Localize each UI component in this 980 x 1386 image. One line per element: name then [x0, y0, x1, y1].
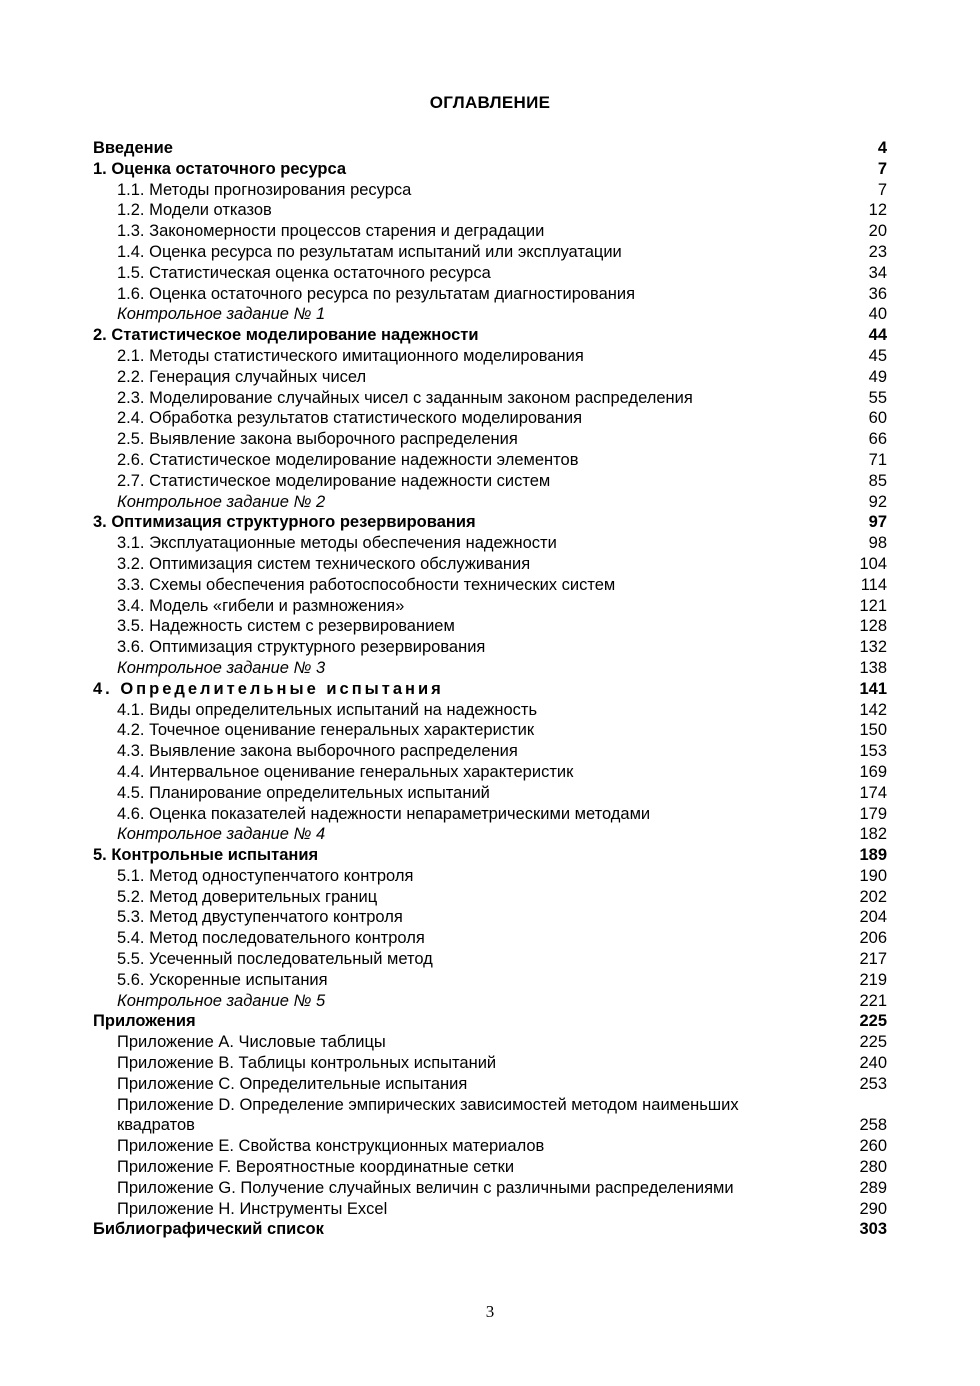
toc-entry-label: 1.3. Закономерности процессов старения и деградации: [117, 222, 545, 241]
toc-chapter-row: [93, 138, 887, 159]
toc-chapter-row: [93, 325, 887, 346]
toc-entry-label: Контрольное задание № 3: [117, 658, 326, 677]
toc-entry-label: 1.2. Модели отказов: [117, 201, 272, 220]
toc-row: [93, 242, 887, 263]
toc-row: [93, 804, 887, 825]
toc-chapter-row: [93, 512, 887, 533]
toc-entry-label: 1. Оценка остаточного ресурса: [93, 159, 347, 178]
toc-row: [93, 471, 887, 492]
toc-entry-page: 128: [859, 617, 887, 636]
toc-row: [93, 450, 887, 471]
toc-entry-page: 150: [859, 721, 887, 740]
toc-row: [93, 1074, 887, 1095]
toc-entry-page: 189: [859, 846, 887, 865]
page-number: 3: [485, 1302, 495, 1321]
toc-entry-page: 182: [859, 825, 887, 844]
toc-entry-page: 221: [859, 991, 887, 1010]
toc-entry-label: 3. Оптимизация структурного резервирования: [93, 513, 476, 532]
toc-entry-label: 4.3. Выявление закона выборочного распределения: [117, 742, 518, 761]
toc-chapter-row: [93, 845, 887, 866]
toc-entry-label: 5.1. Метод одноступенчатого контроля: [117, 866, 414, 885]
toc-entry-page: 23: [868, 242, 887, 261]
toc-row: [93, 492, 887, 513]
toc-entry-label: 5. Контрольные испытания: [93, 846, 319, 865]
toc-entry-page: 55: [868, 388, 887, 407]
toc-entry-label: 4.6. Оценка показателей надежности непараметрическими методами: [117, 804, 651, 823]
toc-entry-label: Контрольное задание № 1: [117, 305, 326, 324]
toc-entry-page: 174: [859, 783, 887, 802]
toc-row: [93, 346, 887, 367]
toc-entry-label: 5.3. Метод двуступенчатого контроля: [117, 908, 403, 927]
toc-entry-label: 3.4. Модель «гибели и размножения»: [117, 596, 405, 615]
toc-entry-label: 2.7. Статистическое моделирование надежности систем: [117, 471, 551, 490]
toc-entry-label: 4.4. Интервальное оценивание генеральных характеристик: [117, 762, 574, 781]
toc-entry-page: 290: [859, 1199, 887, 1218]
toc-entry-label: 3.6. Оптимизация структурного резервирования: [117, 638, 486, 657]
toc-entry-page: 225: [859, 1012, 887, 1031]
table-of-contents: [93, 138, 887, 1240]
toc-row: [93, 907, 887, 928]
toc-entry-page: 98: [868, 534, 887, 553]
toc-entry-page: 36: [868, 284, 887, 303]
toc-row: [93, 700, 887, 721]
toc-row: [93, 658, 887, 679]
toc-row: [93, 1178, 887, 1199]
toc-row: [93, 866, 887, 887]
toc-entry-label: Приложения: [93, 1012, 196, 1031]
toc-entry-page: 204: [859, 908, 887, 927]
toc-row: [93, 824, 887, 845]
toc-entry-label: Контрольное задание № 5: [117, 991, 326, 1010]
toc-entry-page: 20: [868, 222, 887, 241]
toc-entry-page: 114: [860, 575, 887, 594]
toc-row: [93, 970, 887, 991]
toc-row: [93, 533, 887, 554]
toc-row: [93, 1199, 887, 1220]
toc-entry-page: 219: [859, 970, 887, 989]
toc-row: [93, 575, 887, 596]
toc-row: [93, 263, 887, 284]
toc-entry-label: 2.1. Методы статистического имитационного моделирования: [117, 346, 584, 365]
toc-row: [93, 367, 887, 388]
toc-entry-label: 4.2. Точечное оценивание генеральных характеристик: [117, 721, 535, 740]
toc-entry-page: 40: [868, 305, 887, 324]
toc-entry-page: 60: [868, 409, 887, 428]
toc-row: [93, 408, 887, 429]
toc-entry-page: 253: [859, 1074, 887, 1093]
toc-entry-label: 1.6. Оценка остаточного ресурса по результатам диагностирования: [117, 284, 636, 303]
toc-entry-label: Приложение E. Свойства конструкционных материалов: [117, 1137, 545, 1156]
toc-entry-page: 206: [859, 929, 887, 948]
toc-entry-label: 2. Статистическое моделирование надежности: [93, 326, 479, 345]
toc-entry-page: 141: [859, 679, 887, 698]
toc-entry-label: Приложение C. Определительные испытания: [117, 1074, 468, 1093]
toc-entry-label: 2.3. Моделирование случайных чисел с заданным законом распределения: [117, 388, 693, 407]
toc-row: [93, 1095, 887, 1137]
toc-entry-page: 225: [859, 1033, 887, 1052]
toc-entry-label: Контрольное задание № 2: [117, 492, 326, 511]
toc-entry-label: 3.5. Надежность систем с резервированием: [117, 617, 455, 636]
toc-entry-page: 49: [868, 367, 887, 386]
toc-entry-page: 66: [868, 430, 887, 449]
toc-entry-page: 142: [859, 700, 887, 719]
toc-entry-page: 104: [859, 554, 887, 573]
toc-row: [93, 304, 887, 325]
toc-entry-page: 258: [859, 1116, 887, 1135]
toc-entry-label: 2.4. Обработка результатов статистического моделирования: [117, 409, 583, 428]
toc-entry-page: 97: [868, 513, 887, 532]
toc-entry-label: 4.5. Планирование определительных испытаний: [117, 783, 490, 802]
toc-row: [93, 284, 887, 305]
toc-entry-page: 240: [859, 1054, 887, 1073]
toc-entry-page: 202: [859, 887, 887, 906]
toc-chapter-row: [93, 159, 887, 180]
toc-row: [93, 200, 887, 221]
toc-entry-page: 7: [877, 180, 887, 199]
toc-entry-page: 190: [859, 866, 887, 885]
toc-chapter-row: [93, 1011, 887, 1032]
toc-chapter-row: [93, 679, 887, 700]
toc-entry-page: 179: [859, 804, 887, 823]
toc-row: [93, 928, 887, 949]
toc-row: [93, 991, 887, 1012]
toc-row: [93, 180, 887, 201]
toc-row: [93, 596, 887, 617]
toc-entry-label: 2.5. Выявление закона выборочного распределения: [117, 430, 518, 449]
toc-entry-label: 3.2. Оптимизация систем технического обслуживания: [117, 554, 531, 573]
toc-entry-page: 260: [859, 1137, 887, 1156]
toc-entry-page: 169: [859, 762, 887, 781]
toc-entry-page: 45: [868, 346, 887, 365]
toc-entry-label: 5.6. Ускоренные испытания: [117, 970, 328, 989]
toc-entry-page: 71: [868, 450, 887, 469]
toc-entry-label: 5.5. Усеченный последовательный метод: [117, 950, 433, 969]
toc-entry-label: 2.2. Генерация случайных чисел: [117, 367, 367, 386]
toc-row: [93, 1053, 887, 1074]
toc-entry-page: 12: [868, 201, 887, 220]
toc-entry-label: 4.1. Виды определительных испытаний на надежность: [117, 700, 538, 719]
toc-row: [93, 720, 887, 741]
toc-entry-label: 1.1. Методы прогнозирования ресурса: [117, 180, 412, 199]
toc-entry-label: Приложение H. Инструменты Excel: [117, 1199, 388, 1218]
toc-entry-page: 303: [859, 1220, 887, 1239]
toc-entry-page: 217: [859, 950, 887, 969]
toc-entry-label: Контрольное задание № 4: [117, 825, 326, 844]
toc-entry-page: 4: [877, 139, 887, 157]
toc-row: [93, 1136, 887, 1157]
toc-row: [93, 388, 887, 409]
toc-entry-label: Библиографический список: [93, 1220, 324, 1239]
toc-entry-label: 1.4. Оценка ресурса по результатам испытаний или эксплуатации: [117, 242, 622, 261]
toc-row: [93, 887, 887, 908]
toc-entry-page: 280: [859, 1158, 887, 1177]
toc-row: [93, 637, 887, 658]
toc-entry-label: Приложение G. Получение случайных величин с различными распределениями: [117, 1178, 734, 1197]
toc-entry-label: 2.6. Статистическое моделирование надежности элементов: [117, 450, 579, 469]
toc-entry-page: 289: [859, 1178, 887, 1197]
page-title: ОГЛАВЛЕНИЕ: [429, 93, 551, 112]
toc-entry-page: 121: [859, 596, 887, 615]
toc-row: [93, 616, 887, 637]
toc-entry-page: 138: [859, 658, 887, 677]
toc-entry-label: 1.5. Статистическая оценка остаточного ресурса: [117, 263, 491, 282]
toc-entry-page: 153: [859, 742, 887, 761]
toc-entry-page: 34: [868, 263, 887, 282]
toc-row: [93, 1157, 887, 1178]
toc-row: [93, 221, 887, 242]
toc-entry-page: 44: [868, 326, 887, 345]
toc-entry-label: 5.4. Метод последовательного контроля: [117, 929, 425, 948]
toc-entry-label: 5.2. Метод доверительных границ: [117, 887, 378, 906]
toc-entry-page: 7: [877, 159, 887, 178]
toc-entry-label: Приложение F. Вероятностные координатные сетки: [117, 1158, 515, 1177]
toc-row: [93, 783, 887, 804]
toc-chapter-row: [93, 1219, 887, 1240]
toc-entry-label: 4. Определительные испытания: [93, 679, 444, 698]
toc-entry-label: 3.3. Схемы обеспечения работоспособности технических систем: [117, 575, 616, 594]
toc-row: [93, 762, 887, 783]
toc-row: [93, 741, 887, 762]
toc-row: [93, 1032, 887, 1053]
toc-entry-page: 132: [859, 638, 887, 657]
toc-entry-label: 3.1. Эксплуатационные методы обеспечения надежности: [117, 534, 557, 553]
toc-entry-label: Приложение A. Числовые таблицы: [117, 1033, 386, 1052]
toc-entry-label: Введение: [93, 139, 173, 157]
toc-entry-label: Приложение B. Таблицы контрольных испытаний: [117, 1054, 497, 1073]
toc-entry-page: 92: [868, 492, 887, 511]
toc-entry-label: Приложение D. Определение эмпирических зависимостей методом наименьших квадратов: [117, 1095, 739, 1135]
toc-row: [93, 554, 887, 575]
toc-row: [93, 429, 887, 450]
toc-row: [93, 949, 887, 970]
toc-entry-page: 85: [868, 471, 887, 490]
